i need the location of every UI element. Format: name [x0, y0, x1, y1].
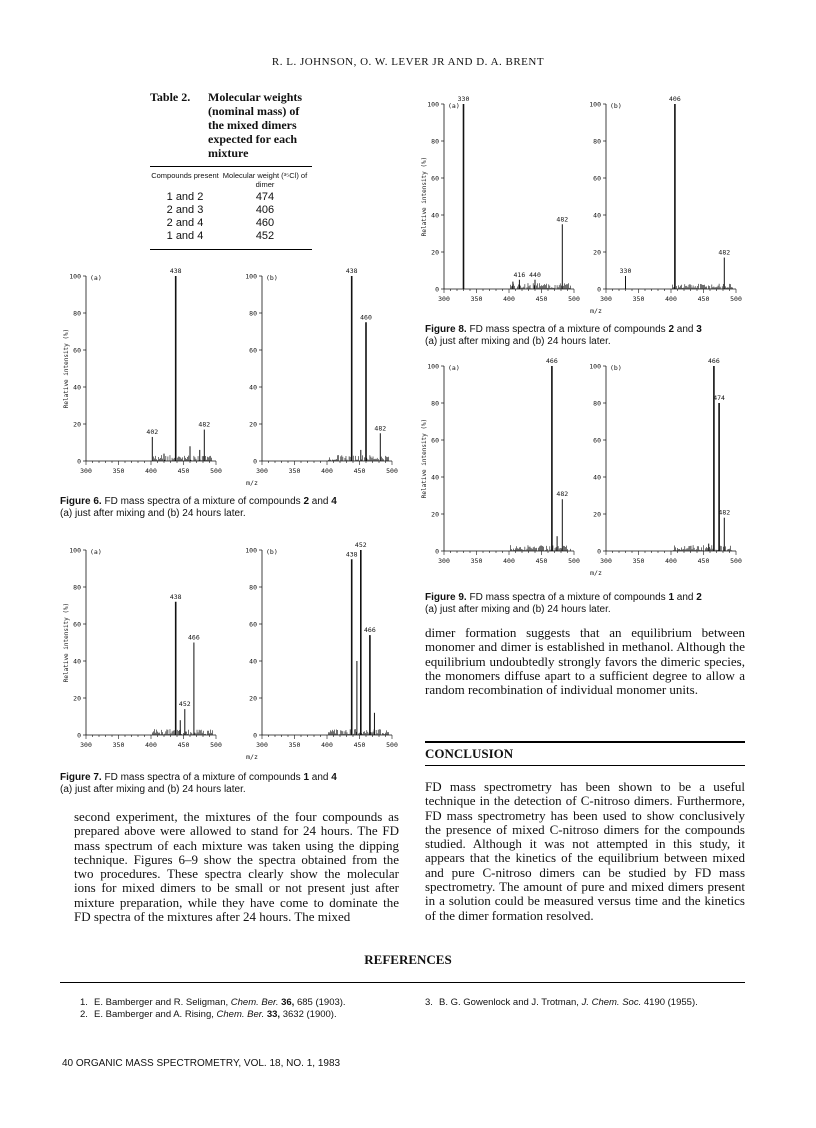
spectrum-panel-fig6a — [69, 267, 222, 475]
y-tick-label: 0 — [435, 547, 439, 556]
table-2-weight: 460 — [255, 217, 275, 229]
y-tick-label: 20 — [73, 694, 81, 703]
peak-label-474: 474 — [713, 394, 725, 402]
conclusion-heading: CONCLUSION — [425, 741, 745, 766]
references-right-column — [425, 997, 745, 1009]
y-tick-label: 20 — [593, 510, 601, 519]
peak-label-452: 452 — [178, 700, 191, 709]
peak-label-482: 482 — [718, 508, 731, 517]
fig-7-compound-1: 1 — [303, 772, 309, 783]
peak-label-466: 466 — [708, 357, 720, 365]
table-2-compounds: 1 and 2 — [166, 191, 204, 203]
table-2-weight: 406 — [255, 204, 275, 216]
y-tick-label: 60 — [73, 346, 81, 355]
reference-number: 1. — [80, 997, 88, 1008]
y-tick-label: 40 — [431, 473, 439, 482]
y-tick-label: 20 — [593, 248, 601, 257]
reference-rest: 685 (1903). — [294, 997, 346, 1008]
peak-label-482: 482 — [718, 248, 731, 257]
figure-7-spectra — [60, 536, 405, 768]
fig-7-text: FD mass spectra of a mixture of compounds — [104, 772, 304, 783]
peak-label-482: 482 — [374, 424, 387, 433]
y-tick-label: 0 — [253, 457, 257, 466]
y-tick-label: 80 — [73, 309, 81, 318]
right-body-text: dimer formation suggests that an equilibrium between monomer and dimer is established in methanol. Although the equilibrium undoubtedly strongly favors the dimeric species, the monomers diffuse apart to a sufficient degree to allow a random recombination of individual monomer units. — [425, 625, 745, 698]
reference-body — [94, 997, 346, 1009]
panel-label: (b) — [266, 548, 278, 556]
y-tick-label: 40 — [593, 473, 601, 482]
figure-6-caption — [60, 496, 405, 520]
x-tick-label: 300 — [438, 557, 450, 565]
x-tick-label: 300 — [256, 741, 268, 749]
x-tick-label: 400 — [665, 295, 677, 303]
conclusion-text: FD mass spectrometry has been shown to be a useful technique in the detection of C-nitroso dimers. Furthermore, FD mass spectrometry has been used to show conclusively the presence of mixed C-nitroso dimers for the compounds studied. Although it was not attempted in this study, it appears that the kinetics of the equilibrium between mixed and pure C-nitroso dimers can be studied by FD mass spectrometry. The amount of pure and mixed dimers present in a solution could be measured versus time and the kinetics of the dimer formation resolved. — [425, 779, 745, 923]
x-tick-label: 500 — [386, 467, 398, 475]
x-tick-label: 450 — [697, 557, 710, 565]
figure-6-spectra — [60, 262, 405, 494]
x-tick-label: 500 — [568, 295, 580, 303]
y-tick-label: 40 — [73, 383, 81, 392]
table-2-row — [150, 191, 312, 204]
y-tick-label: 0 — [597, 285, 601, 294]
peak-label-402: 402 — [146, 427, 159, 436]
fig-8-and: and — [674, 324, 697, 335]
y-tick-label: 20 — [431, 510, 439, 519]
y-tick-label: 100 — [245, 546, 257, 555]
x-tick-label: 450 — [535, 295, 548, 303]
y-tick-label: 20 — [73, 420, 81, 429]
x-axis-title: m/z — [590, 569, 602, 577]
table-2-grid — [150, 166, 312, 250]
reference-rest: 3632 (1900). — [280, 1008, 337, 1020]
reference-authors: E. Bamberger and R. Seligman, — [94, 997, 231, 1008]
x-tick-label: 350 — [470, 557, 483, 565]
figure-9-spectra — [418, 352, 748, 584]
y-tick-label: 0 — [435, 285, 439, 294]
x-tick-label: 300 — [600, 295, 612, 303]
spectrum-panel-fig6b — [245, 267, 398, 475]
x-tick-label: 350 — [632, 557, 645, 565]
x-tick-label: 350 — [112, 467, 125, 475]
table-2-compounds: 2 and 4 — [166, 217, 204, 229]
y-tick-label: 80 — [431, 399, 439, 408]
fig-9-compound-2: 2 — [696, 592, 702, 603]
references-rule — [60, 982, 745, 983]
peak-label-330: 330 — [619, 267, 632, 276]
table-2 — [150, 90, 312, 250]
references-heading: REFERENCES — [364, 952, 452, 967]
reference-journal: J. Chem. Soc. — [581, 997, 642, 1008]
y-tick-label: 80 — [431, 137, 439, 146]
x-tick-label: 450 — [177, 741, 190, 749]
x-tick-label: 300 — [256, 467, 268, 475]
y-tick-label: 100 — [589, 100, 601, 109]
fig-6-text-b: (a) just after mixing and (b) 24 hours later. — [60, 508, 246, 519]
peak-label-440: 440 — [529, 270, 541, 279]
x-tick-label: 400 — [321, 741, 333, 749]
peak-label-438: 438 — [345, 550, 358, 559]
y-tick-label: 60 — [593, 436, 601, 445]
y-tick-label: 60 — [593, 174, 601, 183]
y-tick-label: 100 — [69, 546, 81, 555]
y-axis-title: Relative intensity (%) — [421, 418, 428, 499]
panel-label: (a) — [90, 548, 102, 556]
figure-9-caption — [425, 592, 750, 616]
x-tick-label: 500 — [568, 557, 580, 565]
fig-9-and: and — [674, 592, 697, 603]
y-axis-title: Relative intensity (%) — [63, 602, 70, 683]
y-tick-label: 20 — [249, 420, 257, 429]
y-tick-label: 60 — [249, 620, 257, 629]
peak-label-482: 482 — [556, 490, 569, 499]
figure-8-spectra — [418, 90, 748, 322]
y-tick-label: 100 — [427, 362, 439, 371]
table-2-compounds: 2 and 3 — [166, 204, 204, 216]
x-tick-label: 300 — [600, 557, 612, 565]
y-tick-label: 0 — [597, 547, 601, 556]
references-left-column — [80, 997, 415, 1020]
peak-label-438: 438 — [169, 267, 182, 275]
reference-authors: E. Bamberger and A. Rising, — [94, 1008, 217, 1020]
panel-label: (a) — [448, 102, 460, 110]
x-tick-label: 450 — [697, 295, 710, 303]
spectrum-panel-fig9a — [427, 357, 580, 565]
fig-9-text: FD mass spectra of a mixture of compounds — [469, 592, 669, 603]
y-tick-label: 0 — [77, 731, 81, 740]
figure-8-caption — [425, 324, 750, 348]
x-tick-label: 350 — [112, 741, 125, 749]
x-tick-label: 350 — [288, 467, 301, 475]
reference-item — [80, 997, 415, 1009]
reference-item — [425, 997, 745, 1009]
peak-label-466: 466 — [546, 357, 558, 365]
table-2-row — [150, 217, 312, 230]
peak-label-438: 438 — [169, 592, 182, 601]
x-tick-label: 400 — [145, 467, 157, 475]
y-tick-label: 60 — [431, 174, 439, 183]
x-axis-title: m/z — [246, 753, 258, 761]
spectrum-panel-fig7a — [69, 547, 222, 750]
fig-7-and: and — [309, 772, 332, 783]
table-2-caption — [150, 90, 312, 160]
y-tick-label: 0 — [253, 731, 257, 740]
panel-label: (a) — [90, 274, 102, 282]
y-tick-label: 80 — [593, 399, 601, 408]
reference-rest: 4190 (1955). — [641, 997, 698, 1008]
x-axis-title: m/z — [246, 479, 258, 487]
y-tick-label: 60 — [431, 436, 439, 445]
y-tick-label: 80 — [249, 583, 257, 592]
peak-label-482: 482 — [556, 215, 569, 224]
x-tick-label: 400 — [145, 741, 157, 749]
y-tick-label: 40 — [73, 657, 81, 666]
x-tick-label: 500 — [730, 295, 742, 303]
y-axis-title: Relative intensity (%) — [63, 328, 70, 409]
x-tick-label: 500 — [730, 557, 742, 565]
fig-9-label: Figure 9. — [425, 592, 467, 603]
table-2-header-row — [150, 171, 312, 189]
reference-number: 2. — [80, 1008, 88, 1020]
table-2-label: Table 2. — [150, 90, 191, 104]
y-tick-label: 80 — [73, 583, 81, 592]
reference-body — [439, 997, 698, 1009]
y-tick-label: 100 — [589, 362, 601, 371]
y-tick-label: 80 — [593, 137, 601, 146]
x-tick-label: 450 — [353, 741, 366, 749]
y-tick-label: 80 — [249, 309, 257, 318]
panel-label: (b) — [610, 102, 622, 110]
x-tick-label: 500 — [386, 741, 398, 749]
reference-authors: B. G. Gowenlock and J. Trotman, — [439, 997, 582, 1008]
fig-8-compound-2: 3 — [696, 324, 702, 335]
y-tick-label: 100 — [245, 272, 257, 281]
x-tick-label: 400 — [665, 557, 677, 565]
peak-label-416: 416 — [513, 270, 526, 279]
y-tick-label: 40 — [431, 211, 439, 220]
x-tick-label: 350 — [470, 295, 483, 303]
fig-6-label: Figure 6. — [60, 496, 102, 507]
reference-volume: 33, — [264, 1008, 281, 1020]
y-axis-title: Relative intensity (%) — [421, 156, 428, 237]
x-tick-label: 500 — [210, 741, 222, 749]
fig-8-text-b: (a) just after mixing and (b) 24 hours later. — [425, 336, 611, 347]
y-tick-label: 20 — [431, 248, 439, 257]
table-2-weight: 452 — [255, 230, 275, 242]
table-2-weight: 474 — [255, 191, 275, 203]
peak-label-438: 438 — [345, 267, 358, 275]
x-tick-label: 300 — [80, 741, 92, 749]
panel-label: (b) — [266, 274, 278, 282]
peak-label-466: 466 — [188, 633, 200, 642]
x-tick-label: 400 — [321, 467, 333, 475]
peak-label-406: 406 — [669, 95, 681, 103]
x-axis-title: m/z — [590, 307, 602, 315]
page-footer: 40 ORGANIC MASS SPECTROMETRY, VOL. 18, NO. 1, 1983 — [62, 1058, 341, 1069]
x-tick-label: 350 — [632, 295, 645, 303]
fig-6-compound-1: 2 — [303, 496, 309, 507]
col-header-compounds: Compounds present — [151, 171, 219, 180]
panel-label: (a) — [448, 364, 460, 372]
x-tick-label: 300 — [80, 467, 92, 475]
fig-8-compound-1: 2 — [668, 324, 674, 335]
y-tick-label: 0 — [77, 457, 81, 466]
x-tick-label: 400 — [503, 557, 515, 565]
y-tick-label: 40 — [249, 657, 257, 666]
x-tick-label: 350 — [288, 741, 301, 749]
fig-6-compound-2: 4 — [331, 496, 337, 507]
spectrum-panel-fig8a — [427, 95, 580, 303]
fig-8-label: Figure 8. — [425, 324, 467, 335]
x-tick-label: 500 — [210, 467, 222, 475]
panel-label: (b) — [610, 364, 622, 372]
fig-7-label: Figure 7. — [60, 772, 102, 783]
table-2-compounds: 1 and 4 — [166, 230, 204, 242]
fig-6-and: and — [309, 496, 332, 507]
peak-label-460: 460 — [360, 313, 372, 322]
spectrum-panel-fig7b — [245, 541, 398, 749]
fig-9-compound-1: 1 — [668, 592, 674, 603]
table-2-title: Molecular weights (nominal mass) of the mixed dimers expected for each mixture — [208, 90, 303, 160]
y-tick-label: 100 — [69, 272, 81, 281]
x-tick-label: 400 — [503, 295, 515, 303]
x-tick-label: 300 — [438, 295, 450, 303]
reference-number: 3. — [425, 997, 433, 1008]
peak-label-452: 452 — [354, 541, 367, 549]
y-tick-label: 40 — [249, 383, 257, 392]
figure-7-caption — [60, 772, 405, 796]
fig-7-text-b: (a) just after mixing and (b) 24 hours later. — [60, 784, 246, 795]
spectrum-panel-fig9b — [589, 357, 742, 565]
y-tick-label: 100 — [427, 100, 439, 109]
reference-journal: Chem. Ber. — [230, 997, 279, 1008]
col-header-weight: Molecular weight (³⁵Cl) of dimer — [222, 171, 308, 189]
peak-label-466: 466 — [364, 626, 376, 635]
fig-9-text-b: (a) just after mixing and (b) 24 hours later. — [425, 604, 611, 615]
y-tick-label: 60 — [249, 346, 257, 355]
fig-8-text: FD mass spectra of a mixture of compounds — [469, 324, 669, 335]
reference-body — [94, 1009, 337, 1021]
peak-label-330: 330 — [457, 95, 470, 103]
table-2-row — [150, 204, 312, 217]
x-tick-label: 450 — [535, 557, 548, 565]
y-tick-label: 20 — [249, 694, 257, 703]
table-2-row — [150, 230, 312, 243]
left-body-text: second experiment, the mixtures of the four compounds as prepared above were allowed to stand for 24 hours. The FD mass spectrum of each mixture was taken using the dipping technique. Figures 6–9 show the spectra obtained from the two procedures. These spectra clearly show the molecular ions for mixed dimers to be small or not present just after mixture preparation, while they have come to dominate the FD spectra of the mixtures after 24 hours. The mixed — [74, 809, 399, 925]
peak-label-482: 482 — [198, 420, 211, 429]
fig-7-compound-2: 4 — [331, 772, 337, 783]
fig-6-text: FD mass spectra of a mixture of compounds — [104, 496, 304, 507]
y-tick-label: 60 — [73, 620, 81, 629]
reference-item — [80, 1009, 415, 1021]
y-tick-label: 40 — [593, 211, 601, 220]
spectrum-panel-fig8b — [589, 95, 742, 303]
x-tick-label: 450 — [177, 467, 190, 475]
reference-journal: Chem. Ber. — [216, 1008, 265, 1020]
reference-volume: 36, — [278, 997, 295, 1008]
running-header: R. L. JOHNSON, O. W. LEVER JR AND D. A. BRENT — [271, 56, 545, 68]
x-tick-label: 450 — [353, 467, 366, 475]
